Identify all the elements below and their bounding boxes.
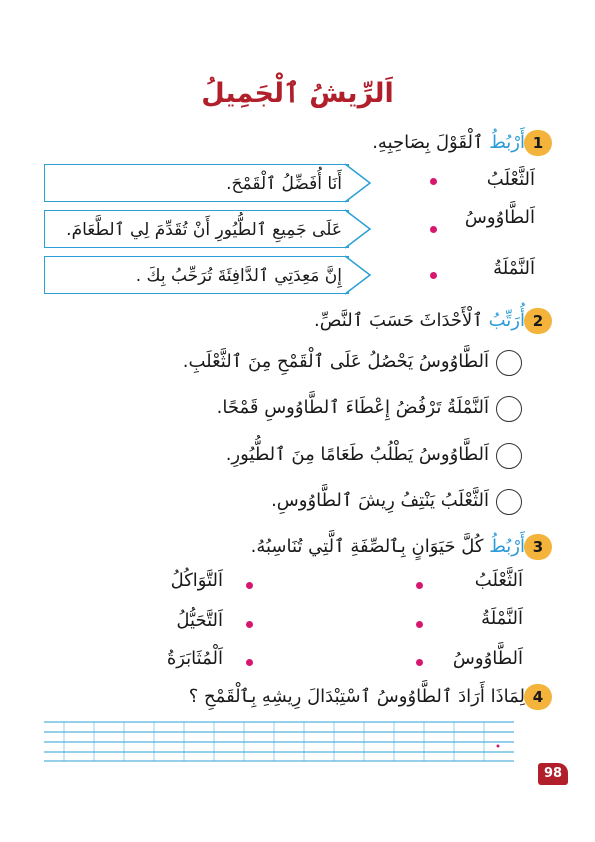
event-4: اَلثَّعْلَبُ يَنْتِفُ رِيشَ ٱلطَّاوُوسِ.	[271, 490, 489, 511]
event-1: اَلطَّاوُوسُ يَحْصُلُ عَلَى ٱلْقَمْحِ مِنَ ٱلثَّعْلَبِ.	[182, 351, 489, 372]
q1-match-dot-ant[interactable]	[430, 272, 437, 279]
question-4-number: 4	[524, 684, 552, 710]
event-3: اَلطَّاوُوسُ يَطْلُبُ طَعَامًا مِنَ ٱلطُّيُورِ.	[225, 444, 489, 465]
event-2: اَلنَّمْلَةُ تَرْفُضُ إِعْطَاءَ ٱلطَّاوُوسِ قَمْحًا.	[216, 397, 489, 418]
q3-trait-perseverance: اَلْمُثَابَرَةُ	[166, 648, 223, 669]
bubble-pointer-icon	[346, 210, 372, 248]
q3-trait-trickery: اَلتَّحَيُّلُ	[176, 610, 223, 631]
q3-trait-dot-trickery[interactable]	[246, 621, 253, 628]
q1-quote-1: أَنَا أُفَضِّلُ ٱلْقَمْحَ.	[226, 174, 342, 194]
q3-animal-dot-peacock[interactable]	[416, 659, 423, 666]
q1-quote-bubble-1	[44, 164, 349, 202]
q3-animal-peacock: اَلطَّاوُوسُ	[452, 648, 523, 669]
q3-animal-dot-ant[interactable]	[416, 621, 423, 628]
q3-animal-ant: اَلنَّمْلَةُ	[481, 608, 523, 629]
question-3-verb: أَرْبُطُ	[489, 536, 525, 557]
q1-animal-peacock: اَلطَّاوُوسُ	[464, 207, 535, 228]
page-number: 98	[538, 763, 568, 785]
q3-trait-dot-perseverance[interactable]	[246, 659, 253, 666]
order-circle-1[interactable]	[496, 350, 522, 376]
page-title: اَلرِّيشُ ٱلْجَمِيلُ	[201, 78, 394, 109]
q3-animal-fox: اَلثَّعْلَبُ	[474, 570, 523, 591]
question-3-number: 3	[524, 534, 552, 560]
question-3-instruction: كُلَّ حَيَوَانٍ بِٱلصِّفَةِ ٱلَّتِي تُنَاسِبُهُ.	[250, 536, 490, 557]
q1-quote-bubble-3	[44, 256, 349, 294]
q1-quote-bubble-2	[44, 210, 349, 248]
q1-match-dot-fox[interactable]	[430, 178, 437, 185]
question-1-verb: أَرْبُطُ	[489, 132, 525, 153]
question-3-text	[251, 536, 525, 557]
question-2-instruction: ٱلْأَحْدَاثَ حَسَبَ ٱلنَّصِّ.	[314, 310, 489, 331]
q3-animal-dot-fox[interactable]	[416, 582, 423, 589]
q3-trait-dependence: اَلتَّوَاكُلُ	[170, 570, 223, 591]
question-2-number: 2	[524, 308, 552, 334]
question-1-number: 1	[524, 130, 552, 156]
order-circle-2[interactable]	[496, 396, 522, 422]
q1-animal-ant: اَلنَّمْلَةُ	[493, 258, 535, 279]
question-2-text	[314, 310, 525, 331]
bubble-pointer-icon	[346, 256, 372, 294]
question-2-verb: أُرَتِّبُ	[488, 310, 525, 331]
order-circle-3[interactable]	[496, 443, 522, 469]
q1-animal-fox: اَلثَّعْلَبُ	[486, 169, 535, 190]
order-circle-4[interactable]	[496, 489, 522, 515]
q1-match-dot-peacock[interactable]	[430, 226, 437, 233]
question-4-text: لِمَاذَا أَرَادَ ٱلطَّاوُوسُ ٱسْتِبْدَالَ رِيشِهِ بِٱلْقَمْحِ ؟	[188, 686, 525, 707]
question-1-text	[372, 132, 525, 153]
bubble-pointer-icon	[346, 164, 372, 202]
q1-quote-3: إِنَّ مَعِدَتِي ٱلدَّافِئَةَ تُرَحِّبُ بِكَ .	[135, 266, 342, 286]
q1-quote-2: عَلَى جَمِيعِ ٱلطُّيُورِ أَنْ تُقَدِّمَ لِي ٱلطَّعَامَ.	[66, 220, 342, 240]
question-1-instruction: ٱلْقَوْلَ بِصَاحِبِهِ.	[372, 132, 490, 153]
answer-writing-lines[interactable]	[44, 720, 514, 762]
q3-trait-dot-dependence[interactable]	[246, 582, 253, 589]
